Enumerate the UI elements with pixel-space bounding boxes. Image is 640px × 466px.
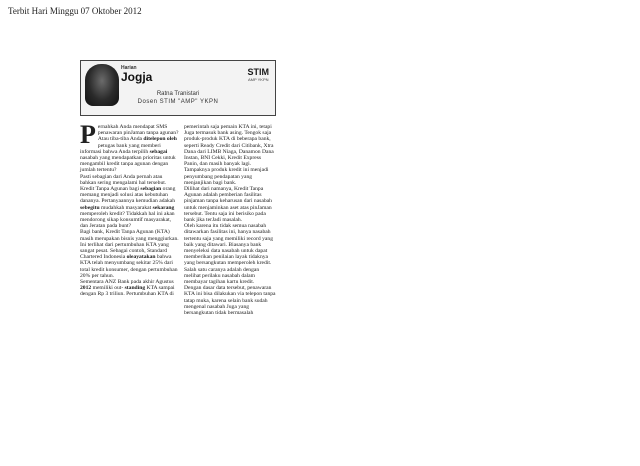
paragraph-7: Oleh karena itu tidak semua nasabah ditawarkan fasilitas ini, hanya nasabah tertentu saja yang memiliki record yang baik yang ditawari. Biasanya bank menyeleksi data nasabah untuk dapat memberikan penilaian layak tidaknya yang bersangkutan memperoleh kredit. Salah satu caranya adalah dengan melihat perilaku nasabah dalam membayar tagihan kartu kredit. [184, 223, 274, 286]
author-role: Dosen STIM "AMP" YKPN [137, 99, 219, 105]
drop-cap: P [80, 120, 96, 149]
publication-date: Terbit Hari Minggu 07 Oktober 2012 [8, 6, 142, 16]
stim-logo-text: STIM [247, 67, 269, 77]
paragraph-1: ernahkah Anda mendapat SMS penawaran pinJaman tanpa agunan? Atau tiba-tiba Anda ditelepon oleh petugas bank yang memberi informasi bahwa Anda terpilih sebagai nasabah yang mendapatkan prioritas untuk mengambil kredit tanpa agunan dengan jumlah tertentu? [80, 124, 179, 174]
newspaper-logo [121, 65, 152, 84]
stim-logo-sub: AMP YKPN [247, 77, 269, 82]
paragraph-6: Dilihat dari namanya, Kredit Tanpa Agunan adalah pemberian fasilitas pinjaman tanpa keharusan dari nasabah untuk menjaminkan aset atas pinJaman tersebut. Tentu saja ini berisiko pada bank jika terJadi masalah. [184, 186, 272, 224]
news-clipping [66, 52, 278, 392]
paragraph-3: Bagi bank, Kredit Tanpa Agunan (KTA) masih merupakan bisnis yang menggiurkan. Ini terlihat dari pertumbuhan KTA yang sangat pesat. Sebagai contoh, Standard Chartered Indonesia oleayatakan bahwa KTA telah menyumbang sekitar 25% dari total kredit konsumer, dengan pertumbuhan 20% per tahun. [80, 229, 179, 279]
brand-small: Harian [121, 65, 137, 71]
institution-logo [248, 67, 270, 82]
byline [81, 90, 275, 106]
column-header [80, 60, 276, 116]
author-name: Ratna Tranistari [156, 91, 200, 97]
article-column-2 [184, 124, 276, 316]
paragraph-5: pemerintah saja pemain KTA ini, tetapi Juga termasuk bank asing. Tengok saja produk-produk KTA di beberapa bank, seperti Ready Credit dari Citibank, Xtra Dana dari LIMB Niaga, Danamon Dana Instan, BNI Cekki, Kredit Express Panin, dan masih banyak lagi. Tampaknya produk kredit ini menjadi penyumbang pendapatan yang menjanjikan bagi bank. [184, 124, 274, 186]
paragraph-2: Pasti sebagian dari Anda pernah atau bahkan sering mengalami hal tersebut. Kredit Tanpa Agunan bagi sebagian orang memang menjadi solusi atas kebutuhan dananya. Pertanyaannya kemudian adakah sebegitu mudahkah masyarakat sekarang memperoleh kredit? Tidakkah hal ini akan mendorong sikap konsumtif masyarakat, dan Jeratan pada bunt? [80, 173, 176, 230]
paragraph-4: Sementara ANZ Bank pada akhir Agustus 2012 memiliki out- standing KTA sampai dengan Rp 3 triliun. Pertumbuhan KTA di [80, 279, 175, 298]
brand-big: Jogja [121, 70, 153, 84]
article-column-1 [80, 120, 180, 298]
paragraph-8: Dengan dasar data tersebut, penawaran KTA ini bisa dilakukan via telepon tanpa tatap muka, karena selain bank sudah mengenal nasabah Juga yang bersangkutan tidak bermasalah [184, 285, 276, 317]
